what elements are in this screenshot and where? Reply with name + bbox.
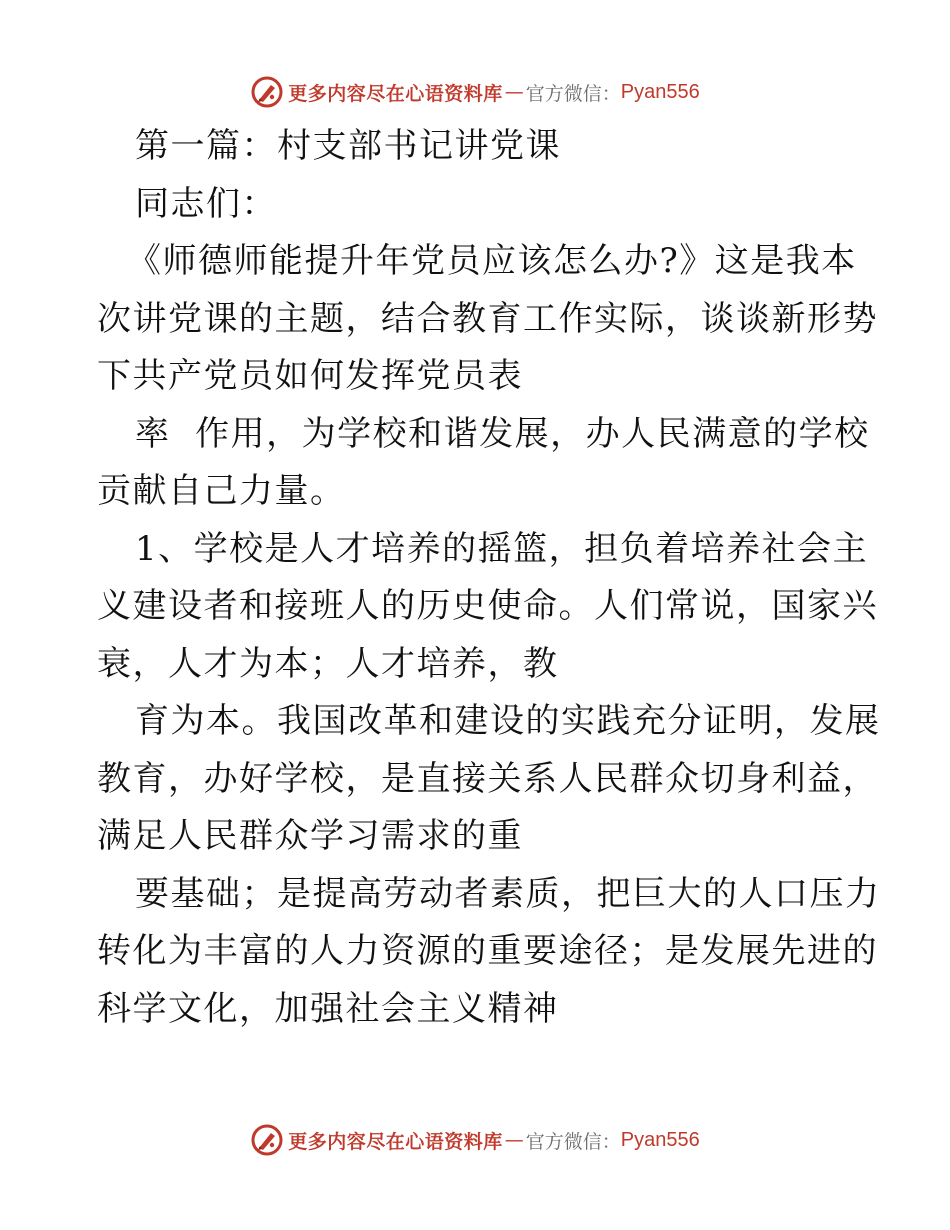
paragraph-line: 教育，办好学校，是直接关系人民群众切身利益，: [97, 758, 878, 799]
paragraph-line: 贡献自己力量。: [97, 471, 346, 511]
paragraph-line: 次讲党课的主题，结合教育工作实际，谈谈新形势: [97, 298, 878, 339]
paragraph-line: 率 作用，为学校和谐发展，办人民满意的学校: [135, 413, 870, 454]
watermark-wechat-id: Pyan556: [620, 1128, 700, 1151]
salutation: 同志们：: [135, 183, 277, 224]
document-title: 第一篇：村支部书记讲党课: [135, 126, 561, 166]
pen-logo-icon: [250, 75, 284, 109]
paragraph-line: 转化为丰富的人力资源的重要途径；是发展先进的: [97, 931, 878, 971]
paragraph-line: 义建设者和接班人的历史使命。人们常说，国家兴: [97, 586, 878, 626]
pen-logo-icon: [250, 1123, 284, 1157]
paragraph-line: 满足人民群众学习需求的重: [97, 816, 523, 856]
paragraph-line: 下共产党员如何发挥党员表: [97, 356, 523, 396]
watermark-label: 官方微信：: [525, 82, 621, 105]
paragraph-line: 《师德师能提升年党员应该怎么办?》这是我本: [127, 241, 857, 281]
watermark-dash: —: [504, 81, 524, 103]
watermark-dash: —: [504, 1129, 524, 1151]
watermark-label: 官方微信：: [525, 1130, 621, 1153]
paragraph-line: 科学文化，加强社会主义精神: [97, 988, 559, 1029]
header-watermark: [0, 72, 950, 112]
watermark-wechat-id: Pyan556: [620, 80, 700, 103]
watermark-brand: 更多内容尽在心语资料库: [288, 82, 503, 105]
paragraph-line: 衰，人才为本；人才培养，教: [97, 643, 559, 684]
footer-watermark: [0, 1120, 950, 1160]
paragraph-line: 要基础；是提高劳动者素质，把巨大的人口压力: [135, 873, 881, 914]
paragraph-line: 1、学校是人才培养的摇篮，担负着培养社会主: [135, 528, 869, 569]
document-body: [97, 118, 881, 1038]
paragraph-line: 育为本。我国改革和建设的实践充分证明，发展: [135, 701, 881, 741]
watermark-brand: 更多内容尽在心语资料库: [288, 1130, 503, 1153]
